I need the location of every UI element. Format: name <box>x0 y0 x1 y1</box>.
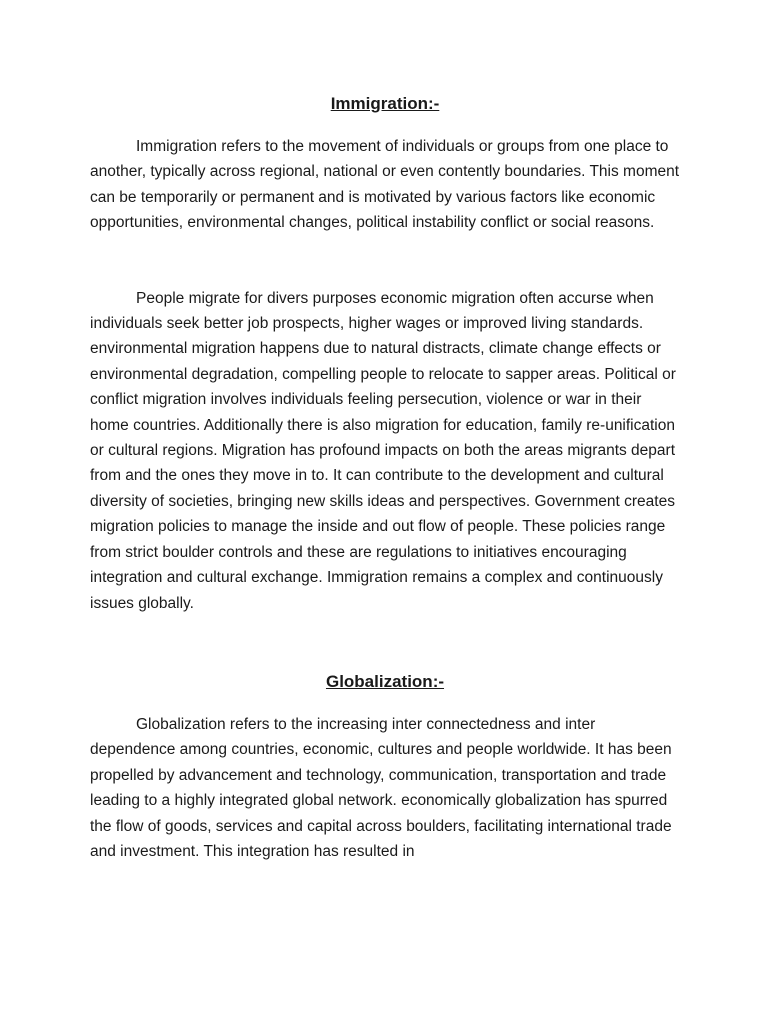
globalization-paragraph-1: Globalization refers to the increasing inter connectedness and inter dependence among countries, economic, cultures and people worldwide. It has been propelled by advancement and technology, communication, transportation and trade leading to a highly integrated global network. economically globalization has spurred the flow of goods, services and capital across boulders, facilitating international trade and investment. This integration has resulted in <box>90 715 672 860</box>
immigration-paragraph-2: People migrate for divers purposes economic migration often accurse when individuals seek better job prospects, higher wages or improved living standards. environmental migration happens due to natural distracts, climate change effects or environmental degradation, compelling people to relocate to sapper areas. Political or conflict migration involves individuals feeling persecution, violence or war in their home countries. Additionally there is also migration for education, family re-unification or cultural regions. Migration has profound impacts on both the areas migrants depart from and the ones they move in to. It can contribute to the development and cultural diversity of societies, bringing new skills ideas and perspectives. Government creates migration policies to manage the inside and out flow of people. These policies range from strict boulder controls and these are regulations to initiatives encouraging integration and cultural exchange. Immigration remains a complex and continuously issues globally. <box>90 289 676 612</box>
section-heading-globalization: Globalization:- <box>325 671 445 691</box>
immigration-paragraph-1: Immigration refers to the movement of individuals or groups from one place to another, typically across regional, national or even contently boundaries. This moment can be temporarily or permanent and is motivated by various factors like economic opportunities, environmental changes, political instability conflict or social reasons. <box>90 138 680 232</box>
section-heading-immigration: Immigration:- <box>330 94 440 113</box>
document-body <box>90 92 680 864</box>
